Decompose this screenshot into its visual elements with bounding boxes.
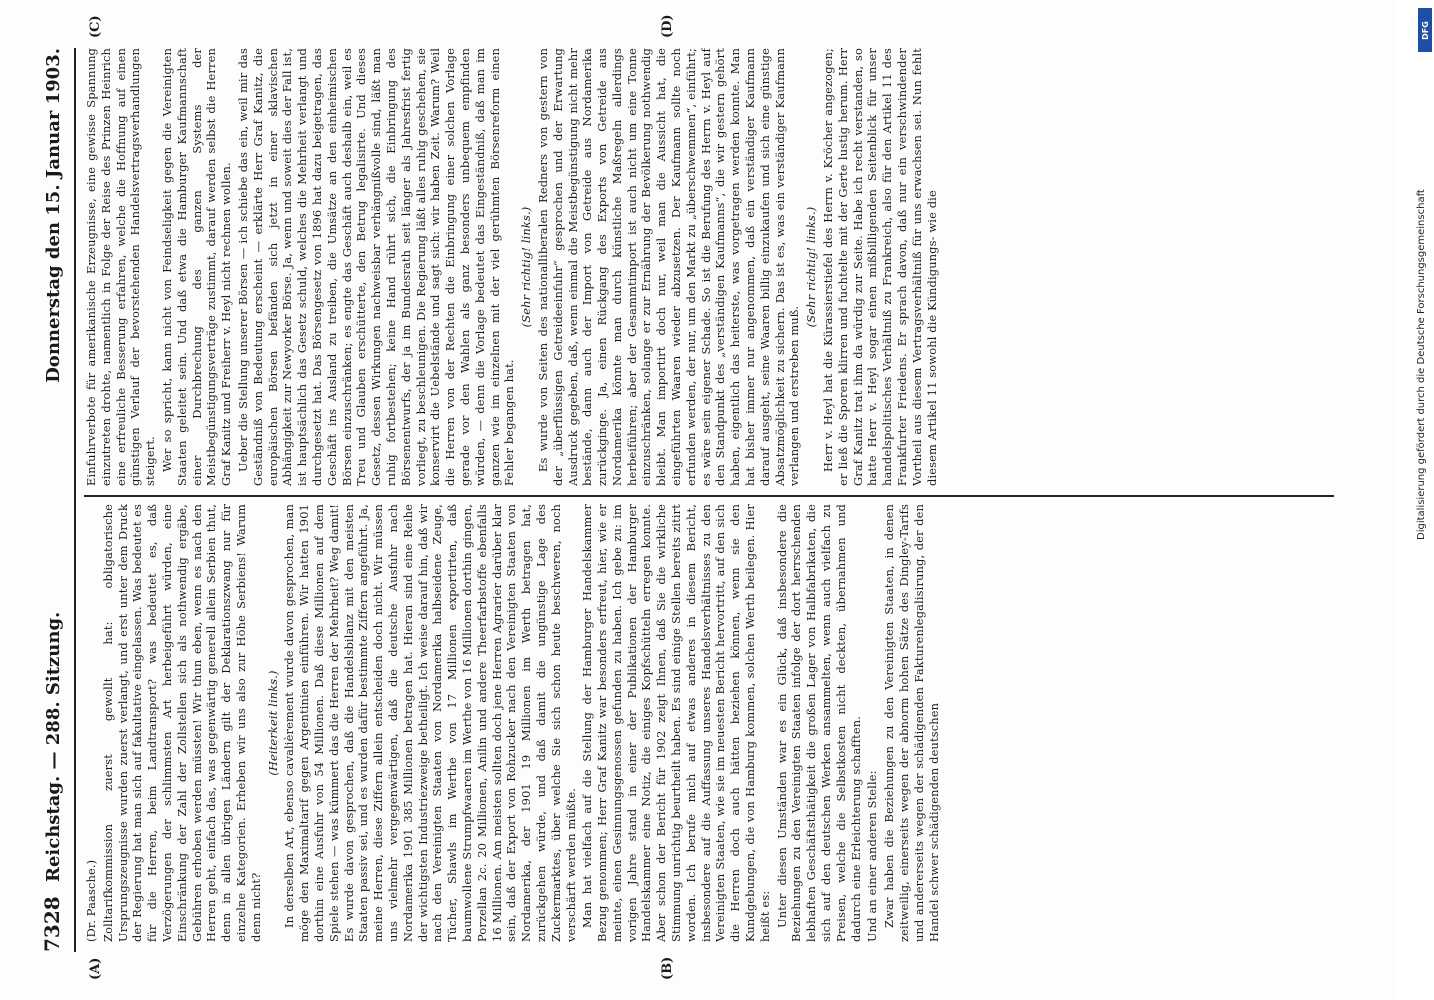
page-number: 7328 [40,896,64,952]
text-column-right [84,48,1364,486]
header-session: Reichstag. — 288. Sitzung. [43,611,64,882]
margin-mark-d: (D) [660,14,675,38]
audience-reaction: (Sehr richtig! links.) [519,206,534,328]
paragraph: Einfuhrverbote für amerikanische Erzeugnisse, eine gewisse Spannung einzutreten drohte, namentlich in Folge der Reise des Prinzen Heinrich eine erfreuliche Besserung erfahren, welche die Hoffnung auf einen günstigen Verlauf der bevorstehenden Handelsvertragsverhandlungen steigert. [84,48,158,486]
paragraph: Ueber die Stellung unserer Börsen — ich schiebe das ein, weil mir das Geständniß von Bedeutung erscheint — erklärte Herr Graf Kanitz, die europäischen Börsen befänden sich jetzt in einer sklavischen Abhängigkeit zur Newyorker Börse. Ja, wenn und soweit dies der Fall ist, ist hauptsächlich das Gesetz schuld, welches die Mehrheit verlangt und durchgesetzt hat. Das Börsengesetz von 1896 hat dazu beigetragen, das Geschäft ins Ausland zu treiben, die Umsätze an den einheimischen Börsen einzuschränken; es engte das Geschäft auch deshalb ein, weil es Treu und Glauben erschütterte, den Betrug legalisirte. Und dieses Gesetz, dessen Wirkungen nachweisbar verhängnißvolle sind, läßt man ruhig fortbestehen; keine Hand rührt sich, die Einbringung des Börsenentwurfs, der ja im Bundesrath seit länger als Jahresfrist fertig vorliegt, zu beschleunigen. Die Regierung läßt alles ruhig geschehen, sie konservirt die Uebelstände und sagt sich: wir haben Zeit. Warum? Weil die Herren von der Rechten die Einbringung einer solchen Vorlage gerade vor den Wahlen als ganz besonders unbequem empfinden würden, — denn die Vorlage bedeutet das Eingeständniß, daß man im ganzen wie im einzelnen mit der viel gerühmten Börsenreform einen Fehler begangen hat. [235,48,517,486]
paragraph: Zolltarifkommission zuerst gewollt hat: obligatorische Ursprungszeugnisse wurden zuerst verlangt, und erst unter dem Druck der Regierung hat man sich auf fakultative eingelassen. Was bedeutet es für die Herren, beim Landtransport? was bedeutet es, daß Verzögerungen der schlimmsten Art herbeigeführt würden, eine Einschränkung der Zahl der Zollstellen sich als nothwendig ergäbe, Gebühren erhoben werden müssten! Wir thun eben, wenn es nach den Herren geht, einfach das, was gegenwärtig generell allein Serbien thut, denn in allen übrigen Ländern gilt der Deklarationszwang nur für einzelne Kategorien. Erheben wir uns also zur Höhe Serbiens! Warum denn nicht? [100,504,263,942]
paragraph: Wer so spricht, kann nicht von Feindseligkeit gegen die Vereinigten Staaten geleitet sein. Und daß etwa die Hamburger Kaufmannschaft einer Durchbrechung des ganzen Systems der Meistbegünstigungsverträge zustimmt, darauf werden selbst die Herren Graf Kanitz und Freiherr v. Heyl nicht rechnen wollen. [159,48,234,486]
paragraph: Herr v. Heyl hat die Kürassierstiefel des Herrn v. Kröcher angezogen; er ließ die Sporen klirren und fuchtelte mit der Gerte lustig herum. Herr Graf Kanitz trat ihm da würdig zur Seite. Habe ich recht verstanden, so hatte Herr v. Heyl sogar einen mißbilligenden Seitenblick für unser handelspolitisches Verhältniß zu Frankreich, also für den Artikel 11 des Frankfurter Friedens. Er sprach davon, daß nur ein verschwindender Vortheil aus diesem Vertragsverhältniß für uns erwachsen sei. Nun fehlt diesem Artikel 11 sowohl die Kündigungs- wie die [821,48,939,486]
quotation: Zwar haben die Beziehungen zu den Vereinigten Staaten, in denen zeitweilig, einerseits wegen der abnorm hohen Sätze des Dingley-Tarifs und andererseits wegen der schädigenden Fakturenlegalisirung, der den Handel schwer schädigenden deutschen [882,504,941,942]
audience-reaction: (Heiterkeit links.) [265,670,280,776]
paragraph: Man hat vielfach auf die Stellung der Hamburger Handelskammer Bezug genommen; Herr Graf Kanitz war besonders erfreut, hier, wie er meinte, einen Gesinnungsgenossen gefunden zu haben. Ich gebe zu: im vorigen Jahre stand in einer der Publikationen der Hamburger Handelskammer eine Notiz, die einiges Kopfschütteln erregen konnte. Aber schon der Bericht für 1902 zeigt Ihnen, daß Sie die wirkliche Stimmung unrichtig beurtheilt haben. Es sind einige Stellen bereits zitirt worden. Ich berufe mich auf etwas anderes in diesem Bericht, insbesondere auf die Auffassung unseres Handelsverhältnisses zu den Vereinigten Staaten, wie sie im neuesten Bericht hervortritt, auf den sich die Herren doch auch hätten beziehen können, wenn sie den Kundgebungen, die von Hamburg kommen, solchen Werth beilegen. Hier heißt es: [580,504,772,942]
speaker-name: (Dr. Paasche.) [84,859,98,942]
margin-mark-b: (B) [660,956,675,980]
digitization-credit: Digitalisierung gefördert durch die Deutsche Forschungsgemeinschaft [1416,189,1427,540]
margin-mark-c: (C) [88,15,103,38]
header-date: Donnerstag den 15. Januar 1903. [43,48,64,383]
paragraph: In derselben Art, ebenso cavalièrement wurde davon gesprochen, man möge den Maximaltarif gegen Argentinien einführen. Wir hatten 1901 dorthin eine Ausfuhr von 54 Millionen. Daß diese Millionen auf dem Spiele stehen — was kümmert das die Herren der Mehrheit? Weg damit! Es wurde davon gesprochen, daß die Handelsbilanz mit den meisten Staaten passiv sei, und es wurden dafür bestimmte Ziffern angeführt. Ja, meine Herren, diese Ziffern allein entscheiden doch nicht. Wir müssen uns vielmehr vergegenwärtigen, daß die deutsche Ausfuhr nach Nordamerika 1901 385 Millionen betragen hat. Hieran sind eine Reihe der wichtigsten Industriezweige betheiligt. Ich weise darauf hin, daß wir nach den Vereinigten Staaten von Nordamerika halbseidene Zeuge, Tücher, Shawls im Werthe von 17 Millionen exportirten, daß baumwollene Strumpfwaaren im Werthe von 16 Millionen dorthin gingen, Porzellan 2c. 20 Millionen, Anilin und andere Theerfarbstoffe ebenfalls 16 Millionen. Am meisten sollten doch jene Herren Agrarier darüber klar sein, daß der Export von Rohzucker nach den Vereinigten Staaten von Nordamerika, der 1901 19 Millionen im Werth betragen hat, zurückgehen würde, und daß damit die ungünstige Lage des Zuckermarktes, über welche Sie sich schon heute beschweren, noch verschärft werden müßte. [282,504,578,942]
margin-mark-a: (A) [88,957,103,980]
column-divider [84,495,1334,497]
dfg-logo-icon: DFG [1418,8,1432,52]
text-column-left [84,504,1364,942]
paragraph: Es wurde von Seiten des nationalliberalen Redners von gestern von der „überflüssigen Getreideeinfuhr“ gesprochen und der Erwartung Ausdruck gegeben, daß, wenn einmal die Meistbegünstigung nicht mehr bestände, dann auch der Import von Getreide aus Nordamerika zurückginge. Ja, einen Rückgang des Exports von Getreide aus Nordamerika könnte man durch künstliche Maßregeln allerdings herbeiführen; aber der Gesammtimport ist auch nicht um eine Tonne einzuschränken, solange er zur Ernährung der Bevölkerung nothwendig bleibt. Man importirt doch nur, weil man die Aussicht hat, die eingeführten Waaren wieder abzusetzen. Der Kaufmann sollte noch erfunden werden, der nur, um den Markt zu „überschwemmen“, einführt; es wäre sein eigener Schade. So ist die Berufung des Herrn v. Heyl auf den Standpunkt des „verständigen Kaufmanns“, die wir gestern gehört haben, eigentlich das heiterste, was vorgetragen werden konnte. Man hat bisher immer nur angenommen, daß ein verständiger Kaufmann darauf ausgeht, seine Waaren billig einzukaufen und sich eine günstige Absatzmöglichkeit zu sichern. Das ist es, was ein verständiger Kaufmann verlangen und erstreben muß. [535,48,802,486]
quotation: Unter diesen Umständen war es ein Glück, daß insbesondere die Beziehungen zu den Vereinigten Staaten infolge der dort herrschenden lebhaften Geschäftsthätigkeit die großen Lager von Halbfabrikaten, die sich auf den deutschen Werken ansammelten, wenn auch vielfach zu Preisen, welche die Selbstkosten nicht deckten, übernahmen und dadurch eine Erleichterung schafften. [774,504,863,942]
digitization-stamp [1414,0,1434,1000]
page-header [40,48,76,952]
audience-reaction: (Sehr richtig! links.) [804,206,819,328]
paragraph: Und an einer anderen Stelle: [865,770,880,942]
